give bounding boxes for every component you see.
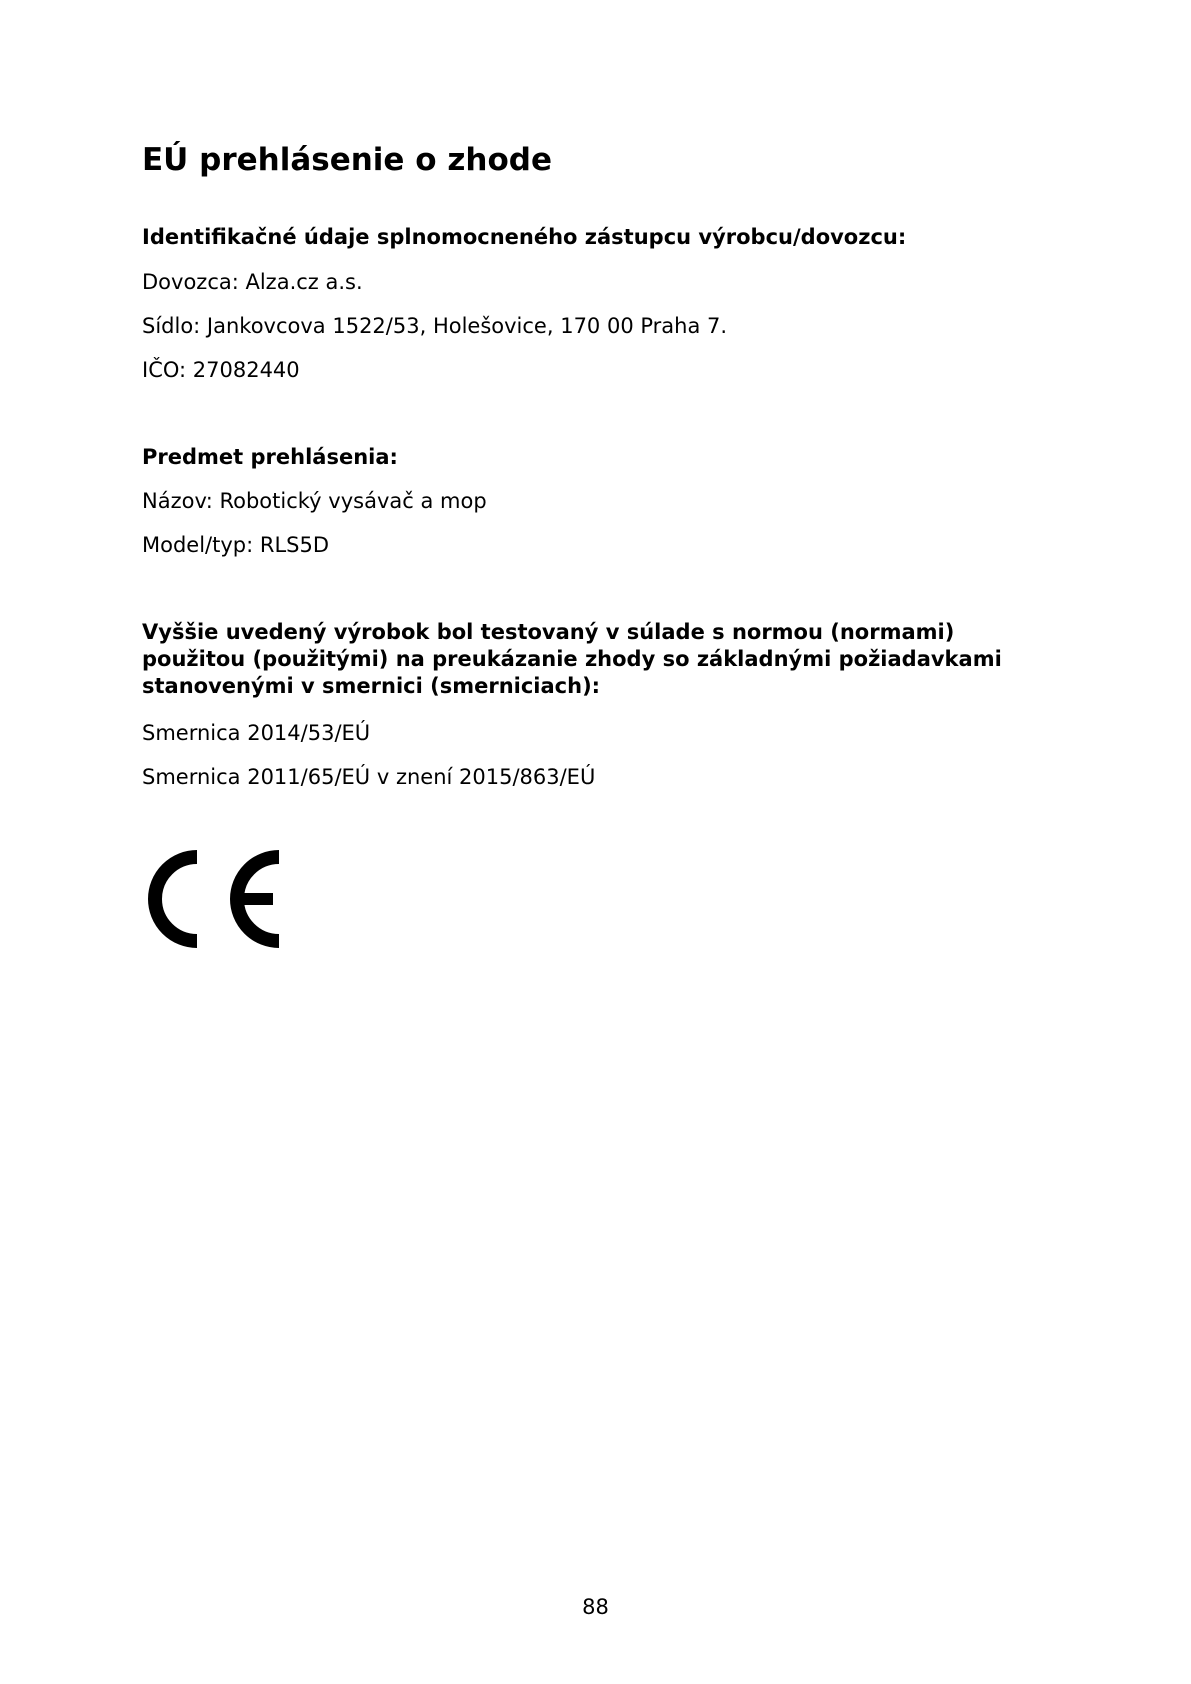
product-name-line: Názov: Robotický vysávač a mop [142, 489, 487, 513]
address-line: Sídlo: Jankovcova 1522/53, Holešovice, 170 00 Praha 7. [142, 314, 728, 338]
subject-heading: Predmet prehlásenia: [142, 445, 398, 469]
importer-line: Dovozca: Alza.cz a.s. [142, 270, 363, 294]
ce-mark-icon [142, 848, 282, 950]
ico-line: IČO: 27082440 [142, 358, 300, 382]
directives-heading: Vyššie uvedený výrobok bol testovaný v súlade s normou (normami) použitou (použitými) na preukázanie zhody so základnými požiadavkami stanovenými v smernici (smerniciach): [142, 620, 1002, 698]
directive-item: Smernica 2011/65/EÚ v znení 2015/863/EÚ [142, 765, 596, 789]
representative-heading: Identifikačné údaje splnomocneného zástupcu výrobcu/dovozcu: [142, 225, 907, 249]
page-title: EÚ prehlásenie o zhode [142, 142, 552, 178]
page-number: 88 [582, 1595, 609, 1619]
model-line: Model/typ: RLS5D [142, 533, 330, 557]
directive-item: Smernica 2014/53/EÚ [142, 721, 371, 745]
